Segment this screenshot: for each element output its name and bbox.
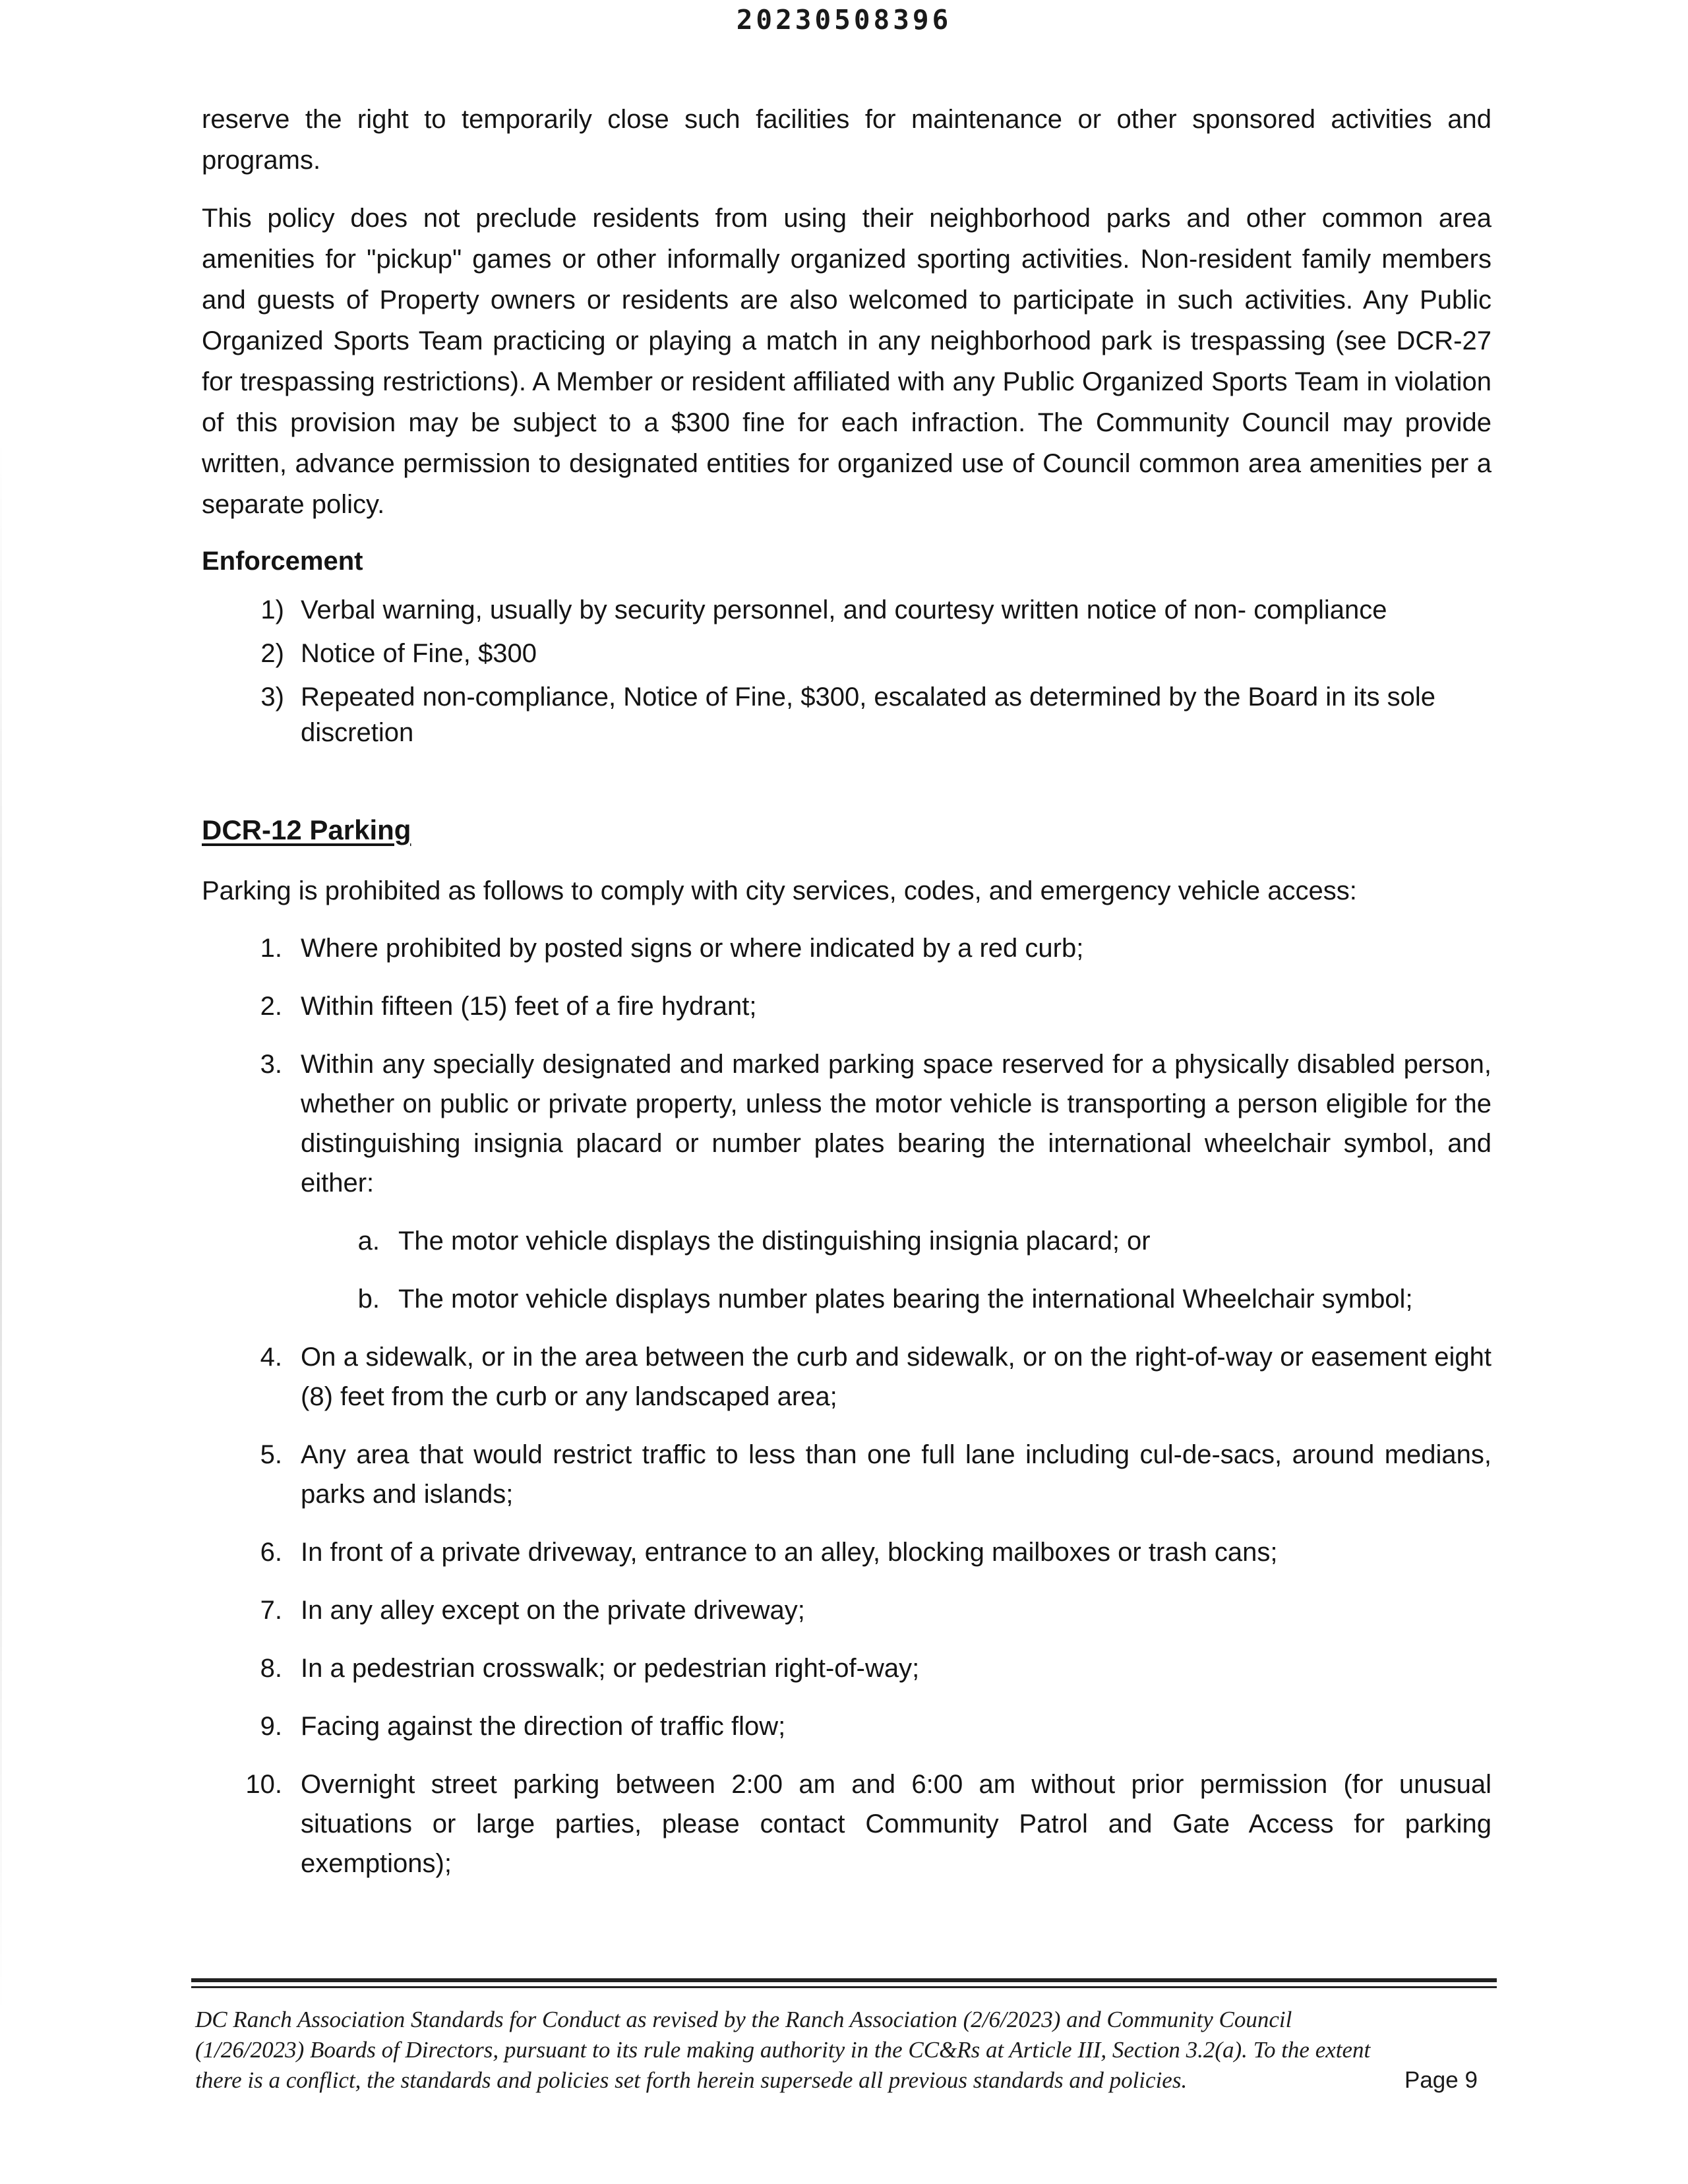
enforcement-list (202, 592, 1492, 758)
parking-subrule-item (202, 1279, 1492, 1319)
parking-rule-number: 9. (260, 1712, 282, 1741)
parking-rules-list (202, 928, 1492, 1902)
paragraph-continuation: reserve the right to temporarily close such facilities for maintenance or other sponsored activities and programs. (202, 105, 1492, 175)
parking-subrule-letter: a. (357, 1227, 380, 1256)
parking-rule-item (202, 1649, 1492, 1688)
section-heading-dcr-12: DCR-12 Parking (202, 814, 411, 845)
parking-rule-text: In front of a private driveway, entrance to an alley, blocking mailboxes or trash cans; (301, 1538, 1278, 1567)
parking-rule-number: 4. (260, 1343, 282, 1372)
parking-rule-text: Where prohibited by posted signs or where indicated by a red curb; (301, 934, 1084, 963)
parking-rule-text: On a sidewalk, or in the area between the curb and sidewalk, or on the right-of-way or easement eight (8) feet from the curb or any landscaped area; (301, 1343, 1492, 1411)
parking-rule-item (202, 1337, 1492, 1416)
footer-note: DC Ranch Association Standards for Conduct as revised by the Ranch Association (2/6/2023) and Community Council (1/26/2023) Boards of Directors, pursuant to its rule making authority in the CC&Rs at Article III, Section 3.2(a). To the extent there is a conflict, the standards and policies set forth herein supersede all previous standards and policies. (195, 2007, 1371, 2093)
enforcement-item-text: Repeated non-compliance, Notice of Fine, $300, escalated as determined by the Board in its sole discretion (301, 682, 1436, 747)
parking-rule-number: 1. (260, 934, 282, 963)
enforcement-item-number: 3) (260, 682, 284, 712)
enforcement-item-text: Verbal warning, usually by security personnel, and courtesy written notice of non- compliance (301, 595, 1387, 624)
parking-subrule-item (202, 1221, 1492, 1261)
paragraph-pickup-games-policy: This policy does not preclude residents from using their neighborhood parks and other common area amenities for "pickup" games or other informally organized sporting activities. Non-resident family members and guests of Property owners or residents are also welcomed to participate in such activities. Any Public Organized Sports Team practicing or playing a match in any neighborhood park is trespassing (see DCR-27 for trespassing restrictions). A Member or resident affiliated with any Public Organized Sports Team in violation of this provision may be subject to a $300 fine for each infraction. The Community Council may provide written, advance permission to designated entities for organized use of Council common area amenities per a separate policy. (202, 204, 1492, 519)
enforcement-item-text: Notice of Fine, $300 (301, 639, 537, 668)
parking-subrule-text: The motor vehicle displays number plates bearing the international Wheelchair symbol; (398, 1285, 1413, 1314)
parking-rule-number: 8. (260, 1654, 282, 1683)
scan-edge-shadow (0, 435, 2, 2018)
parking-rule-text: Any area that would restrict traffic to less than one full lane including cul-de-sacs, around medians, parks and islands; (301, 1440, 1492, 1509)
parking-rule-number: 7. (260, 1596, 282, 1625)
enforcement-heading: Enforcement (202, 547, 363, 576)
parking-rule-text: Overnight street parking between 2:00 am and 6:00 am without prior permission (for unusual situations or large parties, please contact Community Patrol and Gate Access for parking exemptions); (301, 1770, 1492, 1878)
parking-rule-item (202, 1765, 1492, 1883)
enforcement-item-number: 2) (260, 639, 284, 668)
parking-rule-item (202, 1045, 1492, 1203)
enforcement-item (202, 636, 1492, 671)
parking-rule-text: In any alley except on the private driveway; (301, 1596, 805, 1625)
parking-rule-item (202, 1532, 1492, 1572)
parking-subrule-text: The motor vehicle displays the distinguishing insignia placard; or (398, 1227, 1151, 1256)
parking-rule-text: In a pedestrian crosswalk; or pedestrian right-of-way; (301, 1654, 920, 1683)
footer-divider-thick (191, 1978, 1497, 1982)
enforcement-item-number: 1) (260, 595, 284, 624)
parking-rule-number: 6. (260, 1538, 282, 1567)
enforcement-item (202, 679, 1492, 750)
parking-rule-text: Facing against the direction of traffic flow; (301, 1712, 786, 1741)
parking-rule-item (202, 928, 1492, 968)
parking-rule-number: 10. (245, 1770, 282, 1799)
parking-rule-text: Within any specially designated and marked parking space reserved for a physically disabled person, whether on public or private property, unless the motor vehicle is transporting a person eligible for the distinguishing insignia placard or number plates bearing the international wheelchair symbol, and either: (301, 1050, 1492, 1198)
parking-rule-item (202, 1435, 1492, 1514)
recording-number: 20230508396 (736, 4, 952, 36)
parking-subrule-letter: b. (357, 1285, 380, 1314)
page-number: Page 9 (1404, 2067, 1478, 2093)
parking-rule-text: Within fifteen (15) feet of a fire hydrant; (301, 992, 757, 1021)
parking-intro: Parking is prohibited as follows to comply with city services, codes, and emergency vehicle access: (202, 876, 1357, 905)
enforcement-item (202, 592, 1492, 628)
parking-rule-item (202, 1707, 1492, 1746)
parking-rule-number: 2. (260, 992, 282, 1021)
parking-rule-number: 5. (260, 1440, 282, 1469)
footer-divider-thin (191, 1986, 1497, 1988)
parking-rule-item (202, 1591, 1492, 1630)
parking-rule-item (202, 986, 1492, 1026)
parking-rule-number: 3. (260, 1050, 282, 1079)
